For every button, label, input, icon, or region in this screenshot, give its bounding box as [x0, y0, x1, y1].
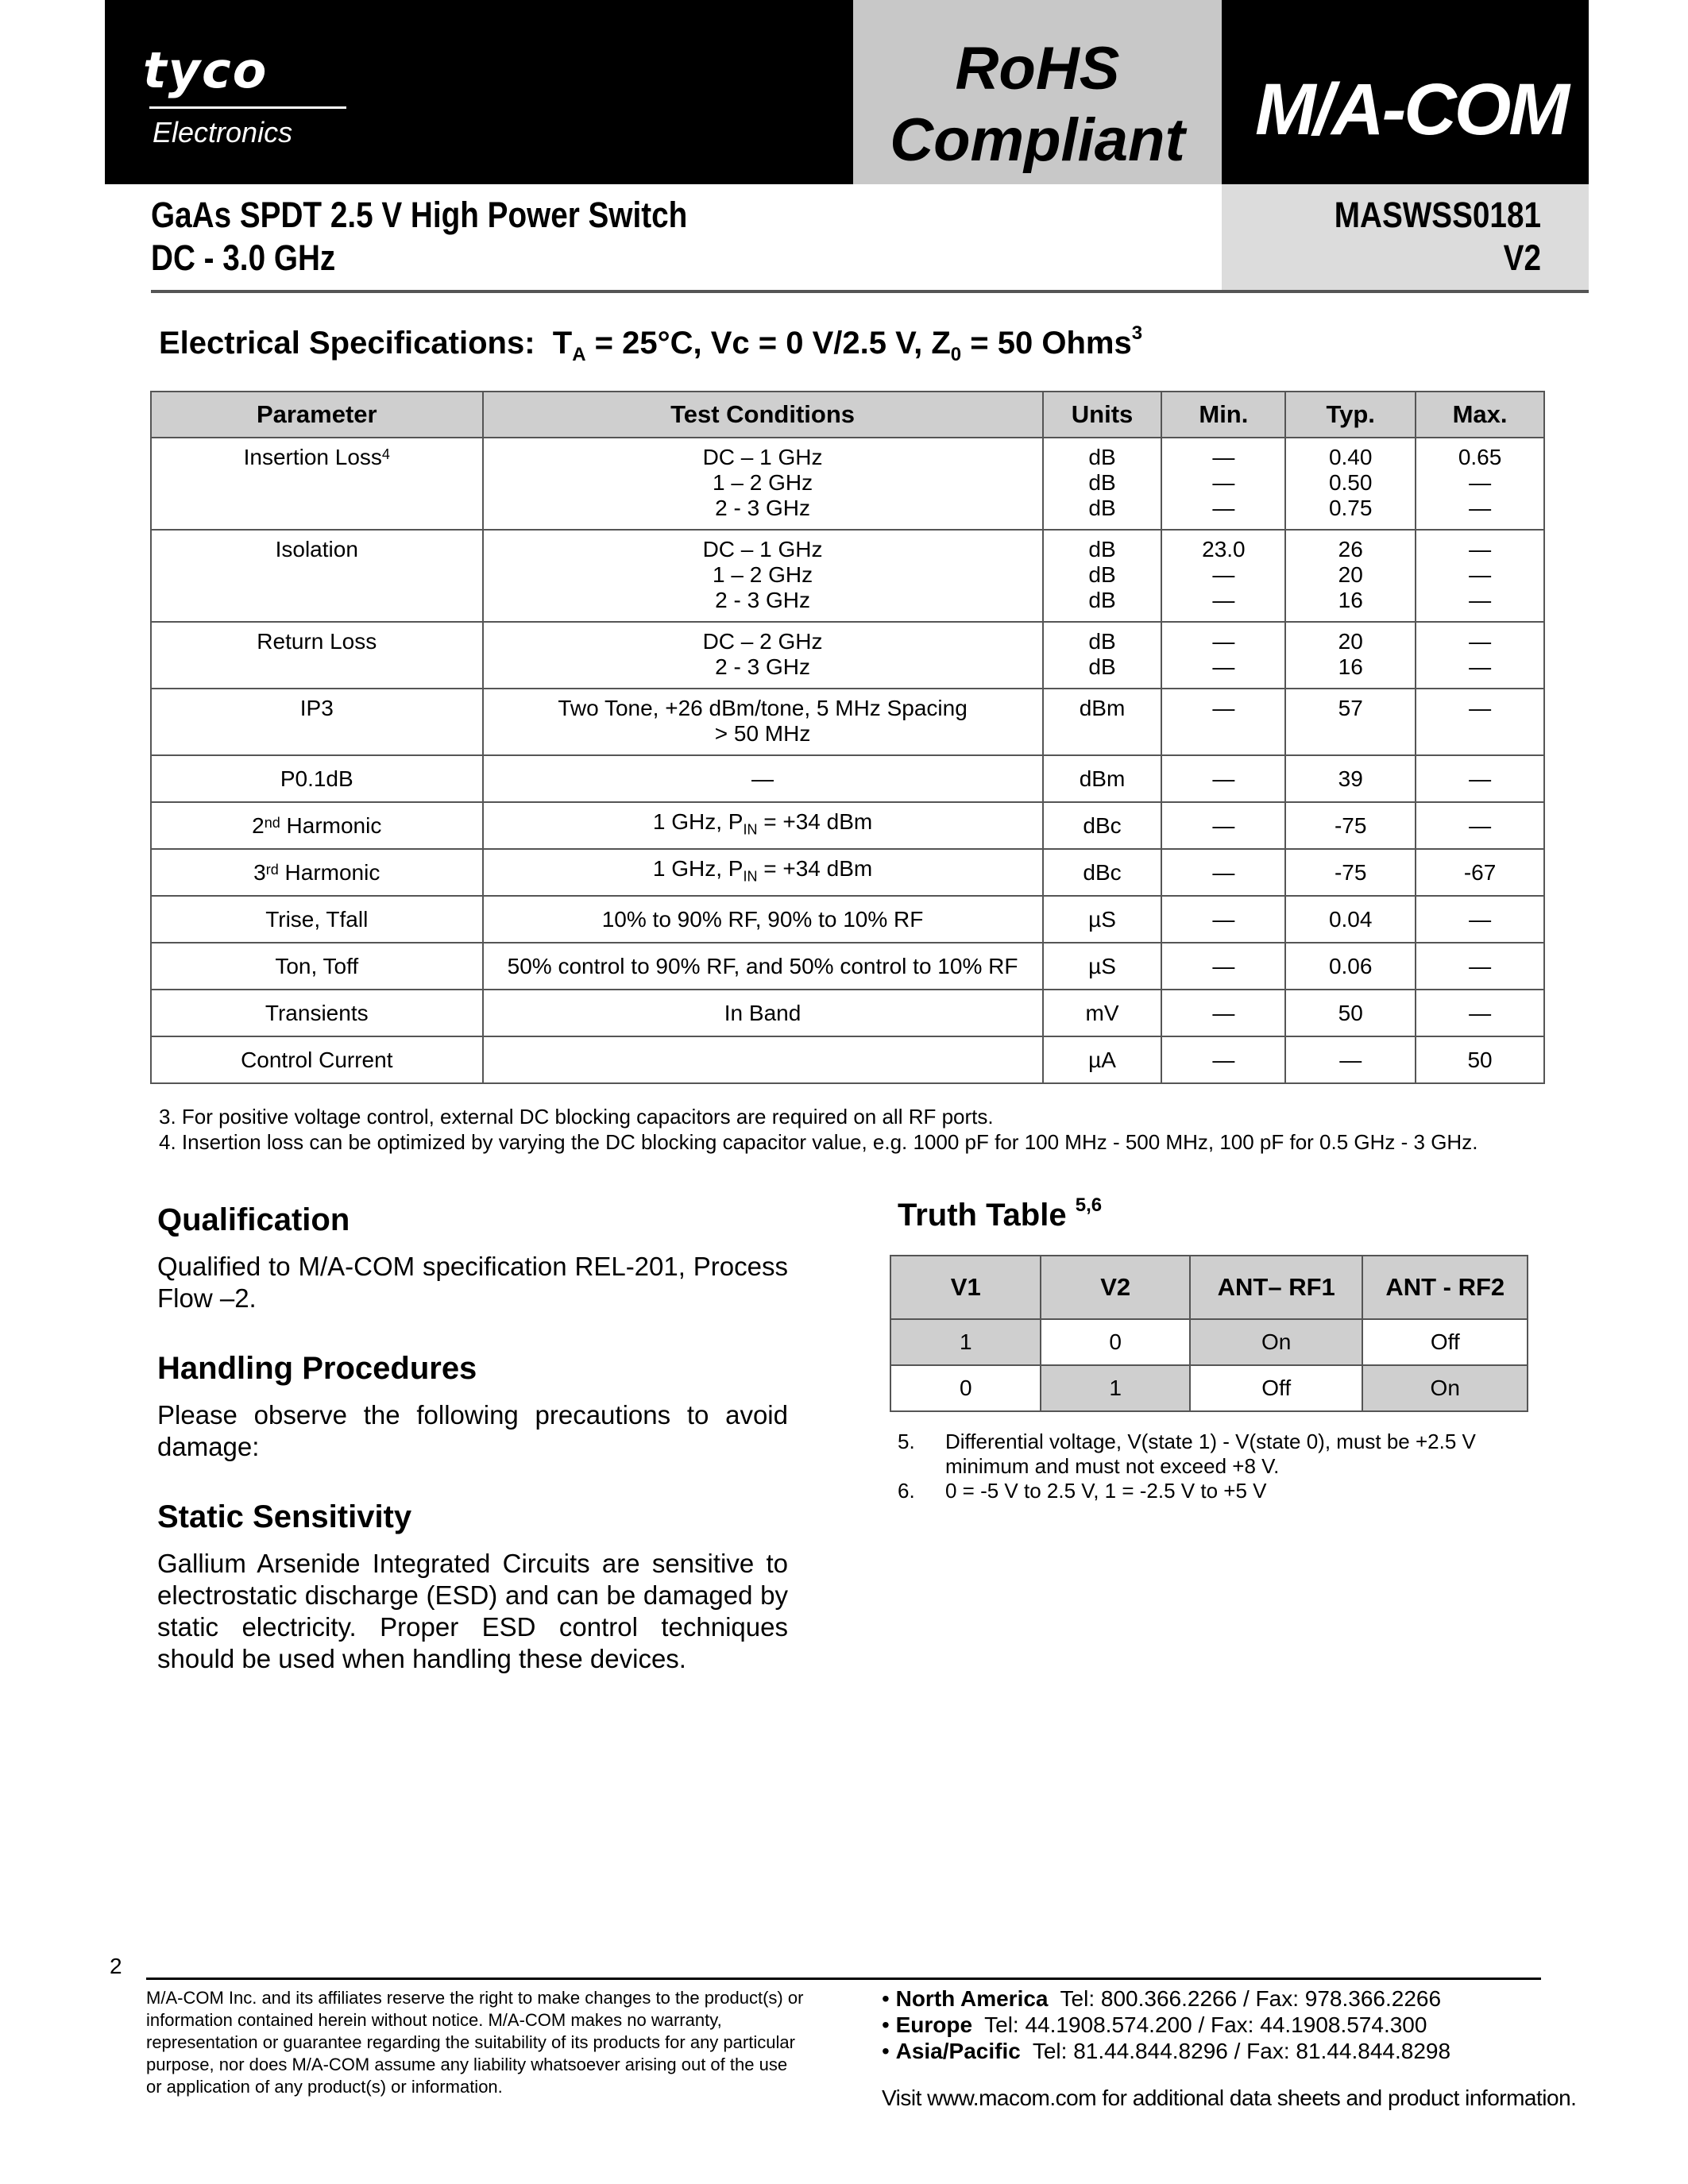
tyco-logo: tyco: [143, 41, 268, 99]
param-cell: IP3: [151, 689, 483, 755]
truth-cell: Off: [1362, 1319, 1528, 1365]
cond-cell: 10% to 90% RF, 90% to 10% RF: [483, 896, 1043, 943]
param-cell: Trise, Tfall: [151, 896, 483, 943]
typ-cell: 26 20 16: [1285, 530, 1416, 622]
param-cell: Return Loss: [151, 622, 483, 689]
col-header-max: Max.: [1416, 392, 1544, 438]
param-cell: 2nd Harmonic: [151, 802, 483, 849]
handling-text: Please observe the following precautions to avoid damage:: [157, 1400, 788, 1461]
qualification-heading: Qualification: [157, 1202, 350, 1237]
max-cell: -67: [1416, 849, 1544, 896]
spec-notes: [159, 1104, 1589, 1155]
rohs-compliant-label: [853, 33, 1222, 176]
cond-cell: DC – 1 GHz 1 – 2 GHz 2 - 3 GHz: [483, 438, 1043, 530]
truth-cell: On: [1362, 1365, 1528, 1411]
units-cell: µS: [1043, 943, 1162, 990]
typ-cell: 0.40 0.50 0.75: [1285, 438, 1416, 530]
max-cell: —: [1416, 943, 1544, 990]
typ-cell: -75: [1285, 802, 1416, 849]
truth-table-header-row: [890, 1256, 1528, 1319]
max-cell: — — —: [1416, 530, 1544, 622]
param-cell: 3rd Harmonic: [151, 849, 483, 896]
table-row: [151, 802, 1544, 849]
electrical-specs-title: Electrical Specifications: $T_A = 25^\circ C$, Vc = 0 V/2.5 V, $Z_0 = 50$ Ohms$^3$: [159, 322, 1143, 365]
truth-cell: 0: [890, 1365, 1041, 1411]
units-cell: dBc: [1043, 849, 1162, 896]
spec-table: [150, 391, 1545, 1084]
param-cell: Control Current: [151, 1036, 483, 1083]
table-row: [151, 896, 1544, 943]
col-header-v2: V2: [1041, 1256, 1189, 1319]
typ-cell: -75: [1285, 849, 1416, 896]
min-cell: —: [1161, 849, 1285, 896]
spec-table-header-row: [151, 392, 1544, 438]
page-number: 2: [110, 1954, 122, 1978]
tyco-logo-divider: [149, 106, 346, 109]
static-text: Gallium Arsenide Integrated Circuits are sensitive to electrostatic discharge (ESD) and can be damaged by static electricity. Proper ESD control techniques should be used when handling these devices.: [157, 1549, 788, 1673]
typ-cell: 0.06: [1285, 943, 1416, 990]
cond-cell: [483, 1036, 1043, 1083]
truth-table: [890, 1255, 1528, 1412]
units-cell: dB dB dB: [1043, 530, 1162, 622]
product-title-line-2: DC - 3.0 GHz: [151, 237, 336, 278]
rohs-line-2: Compliant: [890, 106, 1185, 174]
note-3: 3. For positive voltage control, external DC blocking capacitors are required on all RF ports.: [159, 1105, 994, 1129]
cond-cell: DC – 1 GHz 1 – 2 GHz 2 - 3 GHz: [483, 530, 1043, 622]
macom-logo: M/A-COM: [1255, 69, 1567, 150]
param-cell: Insertion Loss$^4$: [151, 438, 483, 530]
min-cell: — —: [1161, 622, 1285, 689]
note-4: 4. Insertion loss can be optimized by varying the DC blocking capacitor value, e.g. 1000 pF for 100 MHz - 500 MHz, 100 pF for 0.5 GHz - 3 GHz.: [159, 1130, 1478, 1154]
typ-cell: 57: [1285, 689, 1416, 755]
table-row: [151, 1036, 1544, 1083]
col-header-units: Units: [1043, 392, 1162, 438]
truth-cell: 0: [1041, 1319, 1189, 1365]
table-row: [151, 943, 1544, 990]
table-row: [151, 849, 1544, 896]
truth-cell: Off: [1190, 1365, 1363, 1411]
param-cell: Ton, Toff: [151, 943, 483, 990]
col-header-min: Min.: [1161, 392, 1285, 438]
footer-contacts: [882, 1985, 1581, 2064]
truth-cell: 1: [890, 1319, 1041, 1365]
product-title: [151, 194, 687, 280]
max-cell: — —: [1416, 622, 1544, 689]
truth-note: 6. 0 = -5 V to 2.5 V, 1 = -2.5 V to +5 V: [898, 1479, 1267, 1503]
cond-cell: 1 GHz, $P_{IN} = +34$ dBm: [483, 802, 1043, 849]
table-row: [151, 689, 1544, 755]
cond-cell: In Band: [483, 990, 1043, 1036]
units-cell: mV: [1043, 990, 1162, 1036]
units-cell: dBm: [1043, 755, 1162, 802]
cond-cell: 1 GHz, $P_{IN} = +34$ dBm: [483, 849, 1043, 896]
col-header-typ: Typ.: [1285, 392, 1416, 438]
max-cell: 0.65 — —: [1416, 438, 1544, 530]
col-header-parameter: Parameter: [151, 392, 483, 438]
table-row: [151, 438, 1544, 530]
part-version: V2: [1503, 237, 1541, 278]
typ-cell: 20 16: [1285, 622, 1416, 689]
handling-heading: Handling Procedures: [157, 1351, 477, 1386]
left-column: [157, 1202, 788, 1675]
cond-cell: DC – 2 GHz 2 - 3 GHz: [483, 622, 1043, 689]
min-cell: —: [1161, 990, 1285, 1036]
table-row: [890, 1365, 1528, 1411]
max-cell: —: [1416, 990, 1544, 1036]
table-row: [890, 1319, 1528, 1365]
truth-note: 5. Differential voltage, V(state 1) - V(state 0), must be +2.5 V minimum and must not exceed +8 V.: [898, 1430, 1476, 1478]
truth-cell: On: [1190, 1319, 1363, 1365]
footer-visit-link[interactable]: Visit www.macom.com for additional data sheets and product information.: [882, 2086, 1577, 2110]
units-cell: dB dB dB: [1043, 438, 1162, 530]
units-cell: dBm: [1043, 689, 1162, 755]
typ-cell: 39: [1285, 755, 1416, 802]
part-number: [1268, 194, 1541, 280]
col-header-ant-rf1: ANT– RF1: [1190, 1256, 1363, 1319]
min-cell: —: [1161, 943, 1285, 990]
units-cell: dB dB: [1043, 622, 1162, 689]
table-row: [151, 530, 1544, 622]
contact-asia-pacific: • Asia/Pacific Tel: 81.44.844.8296 / Fax: 81.44.844.8298: [882, 2039, 1451, 2063]
table-row: [151, 990, 1544, 1036]
max-cell: 50: [1416, 1036, 1544, 1083]
static-heading: Static Sensitivity: [157, 1499, 412, 1534]
units-cell: µS: [1043, 896, 1162, 943]
tyco-logo-subtitle: Electronics: [153, 116, 293, 149]
units-cell: µA: [1043, 1036, 1162, 1083]
truth-table-notes: [898, 1430, 1541, 1503]
param-cell: Transients: [151, 990, 483, 1036]
truth-cell: 1: [1041, 1365, 1189, 1411]
footer-rule: [146, 1978, 1541, 1980]
param-cell: Isolation: [151, 530, 483, 622]
min-cell: —: [1161, 802, 1285, 849]
max-cell: —: [1416, 689, 1544, 755]
table-row: [151, 622, 1544, 689]
min-cell: —: [1161, 755, 1285, 802]
max-cell: —: [1416, 896, 1544, 943]
contact-north-america: • North America Tel: 800.366.2266 / Fax: 978.366.2266: [882, 1986, 1442, 2011]
cond-cell: 50% control to 90% RF, and 50% control to 10% RF: [483, 943, 1043, 990]
max-cell: —: [1416, 755, 1544, 802]
min-cell: — — —: [1161, 438, 1285, 530]
max-cell: —: [1416, 802, 1544, 849]
typ-cell: —: [1285, 1036, 1416, 1083]
header-rule: [151, 290, 1589, 293]
typ-cell: 0.04: [1285, 896, 1416, 943]
param-cell: P0.1dB: [151, 755, 483, 802]
product-title-line-1: GaAs SPDT 2.5 V High Power Switch: [151, 195, 688, 235]
typ-cell: 50: [1285, 990, 1416, 1036]
footer-disclaimer: M/A-COM Inc. and its affiliates reserve the right to make changes to the product(s) or information contained herein without notice. M/A-COM makes no warranty, representation or guarantee regarding the suitability of its products for any particular purpose, nor does M/A-COM assume any liability whatsoever arising out of the use or application of any product(s) or information.: [146, 1988, 804, 2097]
min-cell: —: [1161, 1036, 1285, 1083]
min-cell: —: [1161, 689, 1285, 755]
part-number-value: MASWSS0181: [1334, 195, 1541, 235]
cond-cell: —: [483, 755, 1043, 802]
col-header-v1: V1: [890, 1256, 1041, 1319]
col-header-test-conditions: Test Conditions: [483, 392, 1043, 438]
min-cell: —: [1161, 896, 1285, 943]
rohs-line-1: RoHS: [955, 35, 1120, 102]
qualification-text: Qualified to M/A-COM specification REL-201, Process Flow –2.: [157, 1252, 788, 1313]
units-cell: dBc: [1043, 802, 1162, 849]
contact-europe: • Europe Tel: 44.1908.574.200 / Fax: 44.1908.574.300: [882, 2012, 1427, 2037]
min-cell: 23.0 — —: [1161, 530, 1285, 622]
col-header-ant-rf2: ANT - RF2: [1362, 1256, 1528, 1319]
table-row: [151, 755, 1544, 802]
cond-cell: Two Tone, +26 dBm/tone, 5 MHz Spacing > 50 MHz: [483, 689, 1043, 755]
truth-table-title: Truth Table $^{5,6}$: [898, 1194, 1103, 1233]
